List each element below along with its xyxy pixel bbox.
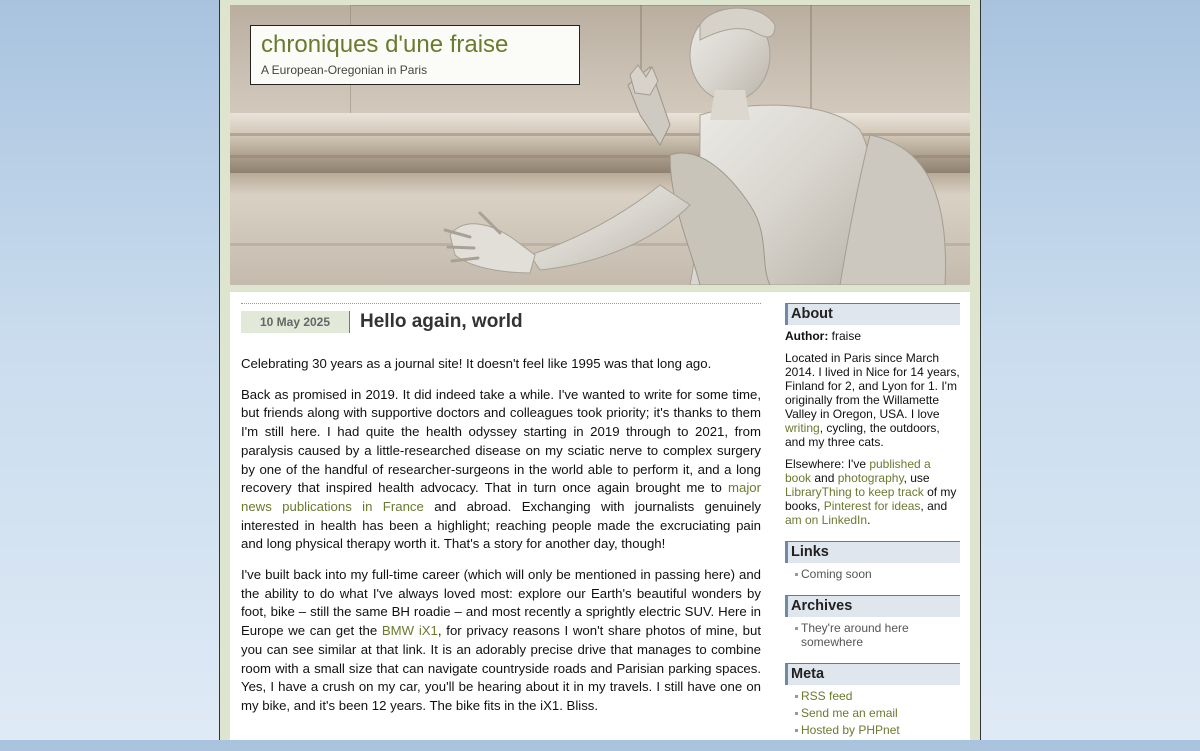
about-text: , use (903, 471, 930, 485)
published-book-link[interactable]: published a book (785, 457, 931, 485)
post-text: and abroad. Exchanging with journalists genuinely interested in health has been a highlight; reaching people made the excruciating pain and long physical therapy worth it. That's a story for another day, though! (241, 498, 762, 552)
post-text: Celebrating 30 years as a journal site! It doesn't feel like 1995 was that long ago. (241, 356, 712, 371)
page-container (219, 0, 981, 740)
links-list (785, 567, 960, 581)
list-item (795, 723, 960, 737)
post-header (241, 303, 761, 341)
list-item: Coming soon (795, 567, 960, 581)
phpnet-link[interactable]: Hosted by PHPnet (801, 723, 900, 737)
post-text: Back as promised in 2019. It did indeed take a while. I've wanted to write for some time, but friends along with supportive doctors and colleagues took priority; it's thanks to them I'm still here. I had quite the health odyssey starting in 2019 through to 2021, from paralysis caused by a little-researched disease on my sciatic nerve to complex surgery by one of the handful of researcher-surgeons in the world able to perform it, and a long recovery that inspired health advocacy. That in turn once again brought me to (241, 386, 761, 496)
post-text: , for privacy reasons I won't share photos of mine, but you can see similar at that link. It is an adorably precise drive that manages to combine room with a small size that can navigate countryside roads and Parisian parking spaces. Yes, I have a crush on my car, you'll be hearing about it in my travels. I still have one on my bike, and it's been 12 years. The bike fits in the iX1. Bliss. (241, 623, 761, 713)
email-link[interactable]: Send me an email (801, 706, 898, 720)
archives-list (785, 621, 960, 649)
meta-list (785, 689, 960, 737)
bmw-ix1-link[interactable]: BMW iX1 (381, 623, 438, 639)
about-text: and (811, 471, 838, 485)
main-column (241, 303, 761, 728)
linkedin-link[interactable]: am on LinkedIn (785, 513, 868, 527)
sidebar-heading-links: Links (785, 541, 960, 563)
author-line (785, 329, 960, 343)
sidebar-heading-archives: Archives (785, 595, 960, 617)
site-title-box (250, 25, 580, 85)
about-text: , and (920, 499, 948, 513)
news-publications-link[interactable]: major news publications in France (241, 480, 761, 514)
site-title[interactable]: chroniques d'une fraise (261, 31, 509, 58)
list-item: They're around here somewhere (795, 621, 960, 649)
about-text: Elsewhere: I've (785, 457, 870, 471)
about-text: of my books, (785, 485, 957, 513)
post-paragraph (241, 355, 761, 374)
author-label: Author: (785, 329, 829, 343)
post-text: I've built back into my full-time career (which will only be mentioned in passing here) and the ability to do what I've always loved most: explore our Earth's beautiful wonders by foot, bike – still the same BH roadie – and most recently a sprightly electric SUV. Here in Europe we can get the (241, 567, 761, 639)
post-paragraph (241, 566, 761, 716)
rss-feed-link[interactable]: RSS feed (801, 689, 853, 703)
sidebar-links (785, 541, 960, 581)
about-text: . (867, 513, 871, 527)
librarything-link[interactable]: LibraryThing to keep track (785, 485, 924, 499)
sidebar-archives (785, 595, 960, 649)
post-paragraph (241, 386, 761, 554)
about-bio (785, 351, 960, 449)
author-name: fraise (831, 329, 862, 343)
about-text: , cycling, the outdoors, and my three cats. (785, 421, 940, 449)
photography-link[interactable]: photography (837, 471, 904, 485)
list-item (795, 689, 960, 703)
post-title[interactable]: Hello again, world (360, 311, 523, 332)
pinterest-link[interactable]: Pinterest for ideas (823, 499, 921, 513)
sidebar (785, 303, 960, 751)
post-date: 10 May 2025 (241, 311, 350, 333)
about-text: Located in Paris since March 2014. I lived in Nice for 14 years, Finland for 2, and Lyon for 1. I'm originally from the Willamette Valley in Oregon, USA. I love (785, 351, 960, 421)
header-banner (230, 5, 970, 285)
sidebar-heading-meta: Meta (785, 663, 960, 685)
post-body (241, 355, 761, 716)
about-elsewhere (785, 457, 960, 527)
sidebar-about (785, 303, 960, 527)
site-tagline: A European-Oregonian in Paris (261, 63, 428, 77)
list-item (795, 706, 960, 720)
sidebar-meta (785, 663, 960, 737)
sidebar-heading-about: About (785, 303, 960, 325)
writing-link[interactable]: writing (785, 421, 820, 435)
content-area (230, 292, 970, 740)
